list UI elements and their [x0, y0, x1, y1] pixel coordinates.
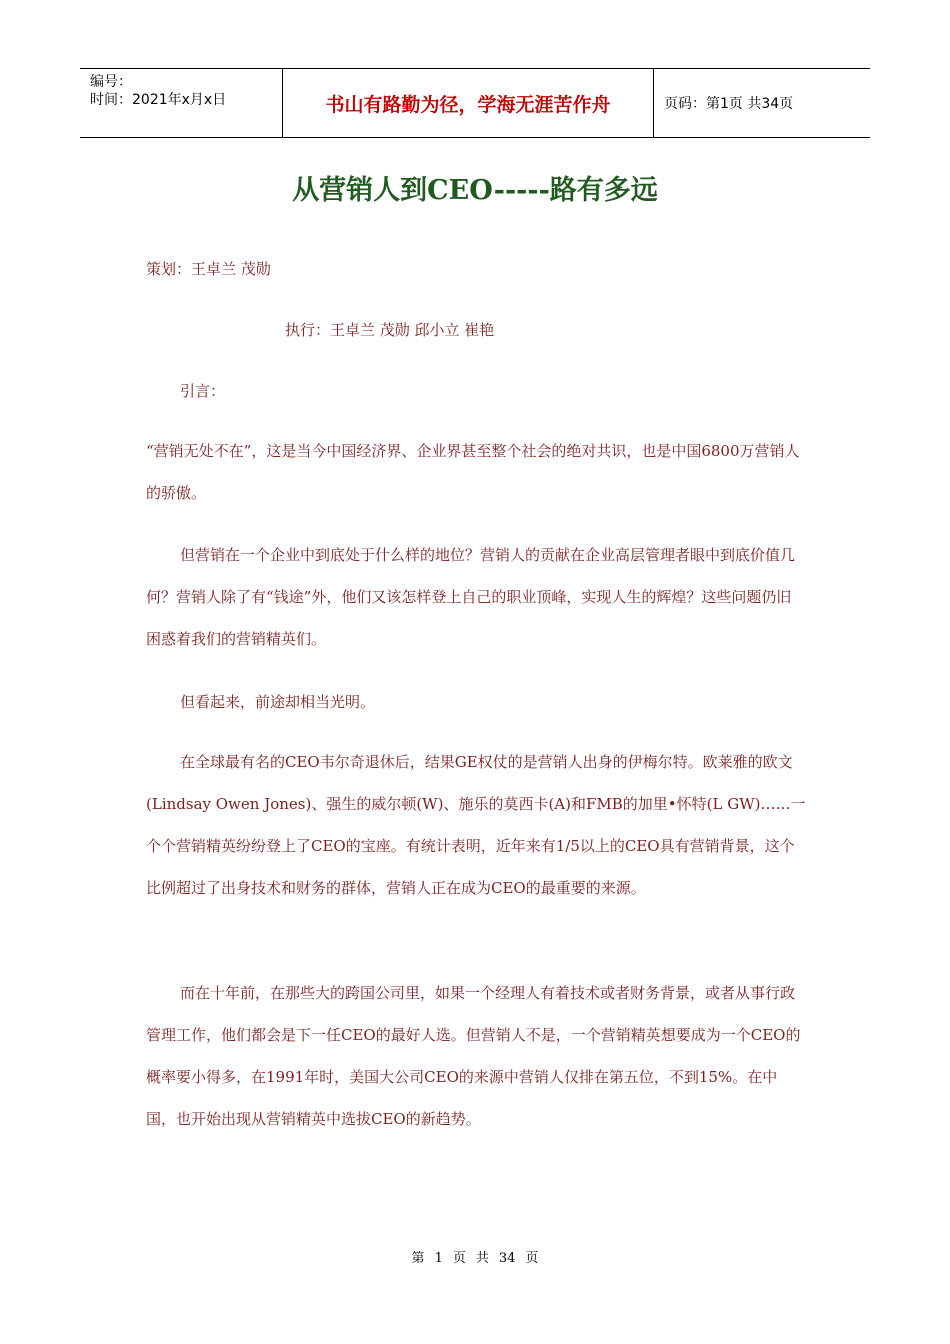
- executor-line: 执行：王卓兰 茂勋 邱小立 崔艳: [285, 321, 495, 339]
- footer-page-num: 1: [434, 1251, 443, 1266]
- footer-total-label: 共: [475, 1251, 489, 1266]
- time-label: 时间：2021年x月x日: [90, 92, 227, 108]
- footer-page-label: 第: [411, 1251, 425, 1266]
- footer-total-num: 34: [498, 1251, 516, 1266]
- paragraph-2: 但营销在一个企业中到底处于什么样的地位？营销人的贡献在企业高层管理者眼中到底价值几何？营销人除了有“钱途”外，他们又该怎样登上自己的职业顶峰，实现人生的辉煌？这些问题仍旧困惑着我们的营销精英们。: [146, 546, 796, 648]
- page-header: [80, 68, 870, 138]
- paragraph-4: 在全球最有名的CEO韦尔奇退休后，结果GE权仗的是营销人出身的伊梅尔特。欧莱雅的欧文(Lindsay Owen Jones)、强生的威尔顿(W)、施乐的莫西卡(A)和FMB的加里•怀特(L GW)……一个个营销精英纷纷登上了CEO的宝座。有统计表明，近年来有1/5以上的CEO具有营销背景，这个比例超过了出身技术和财务的群体，营销人正在成为CEO的最重要的来源。: [146, 753, 806, 897]
- footer-total-unit: 页: [525, 1251, 539, 1266]
- header-meta: [80, 69, 282, 137]
- paragraph-1: “营销无处不在”，这是当今中国经济界、企业界甚至整个社会的绝对共识，也是中国6800万营销人的骄傲。: [146, 442, 800, 502]
- page-footer: [0, 1247, 950, 1266]
- planner-line: 策划：王卓兰 茂勋: [146, 260, 271, 278]
- header-motto: 书山有路勤为径，学海无涯苦作舟: [282, 69, 654, 137]
- document-title: 从营销人到CEO-----路有多远: [292, 175, 658, 206]
- intro-label: 引言：: [180, 382, 226, 400]
- paragraph-3: 但看起来，前途却相当光明。: [180, 693, 376, 711]
- header-page-info: 页码：第1页 共34页: [664, 96, 794, 112]
- number-label: 编号：: [90, 74, 132, 90]
- footer-page-unit: 页: [452, 1251, 466, 1266]
- paragraph-5: 而在十年前，在那些大的跨国公司里，如果一个经理人有着技术或者财务背景，或者从事行政管理工作，他们都会是下一任CEO的最好人选。但营销人不是，一个营销精英想要成为一个CEO的概率要小得多，在1991年时，美国大公司CEO的来源中营销人仅排在第五位，不到15%。在中国，也开始出现从营销精英中选拔CEO的新趋势。: [146, 984, 801, 1128]
